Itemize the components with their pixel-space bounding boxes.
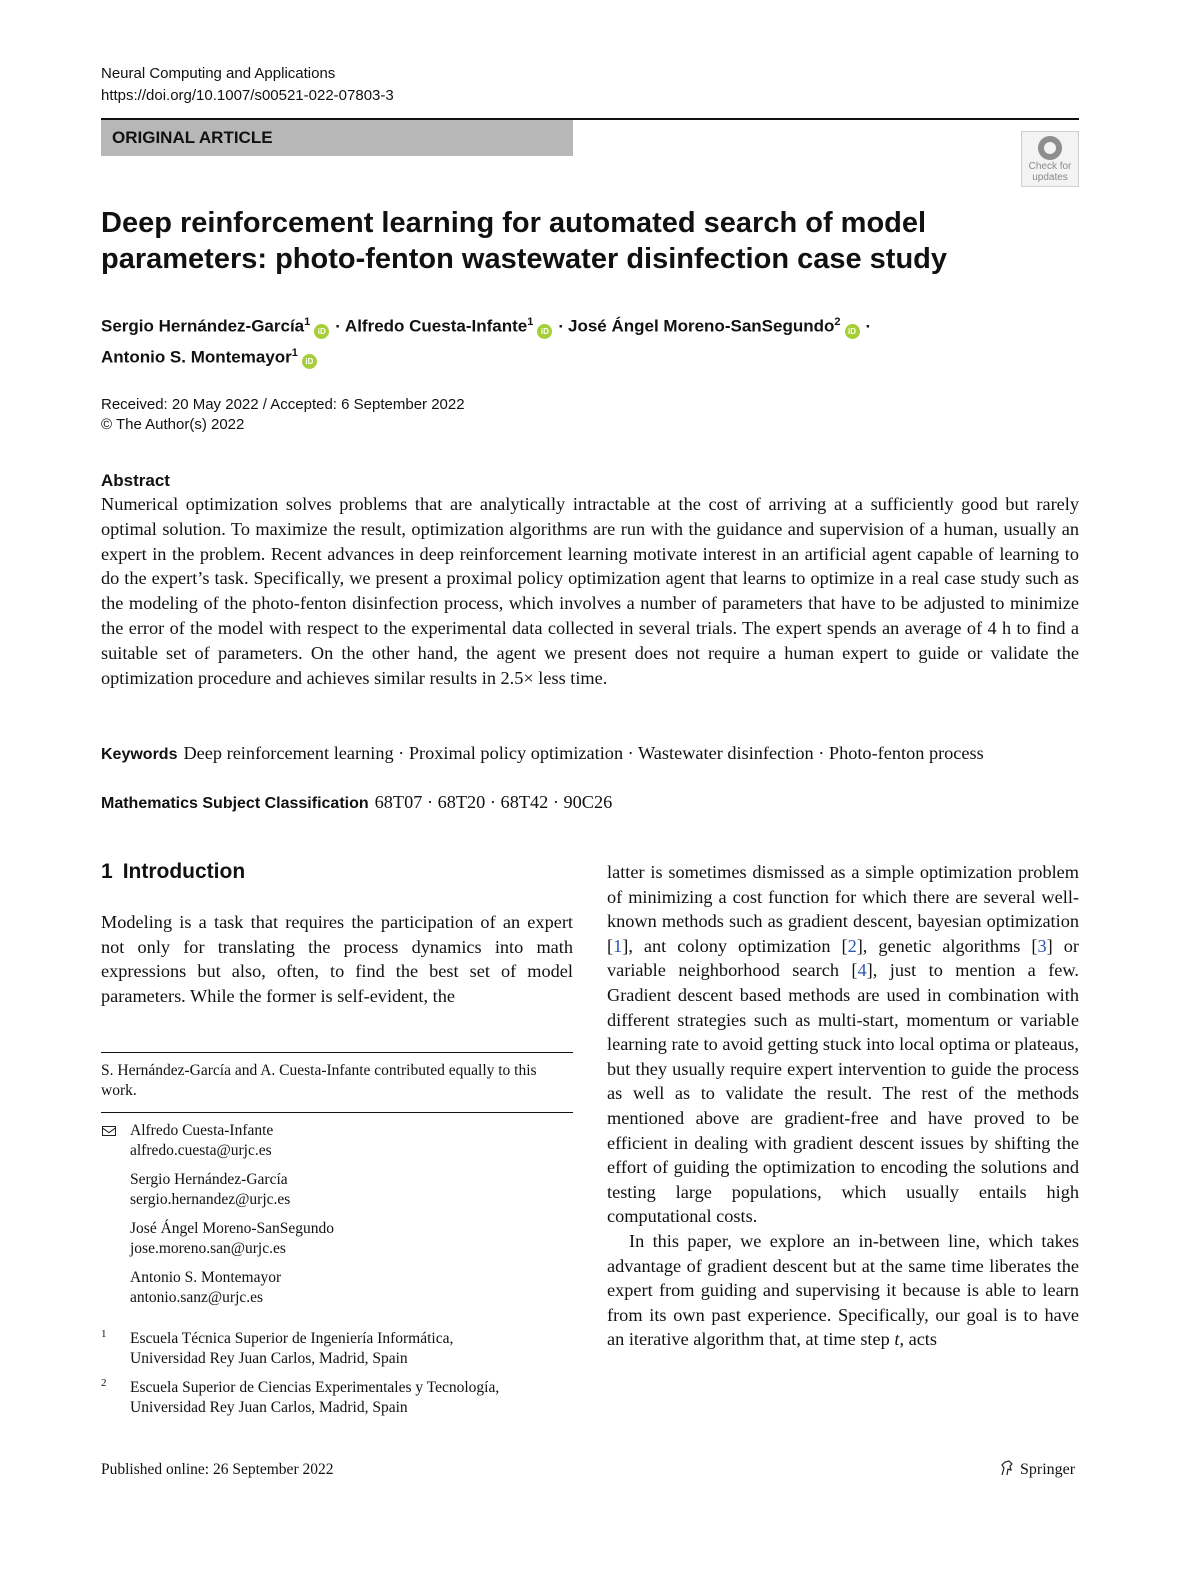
author-affil-mark: 2	[834, 316, 841, 328]
author-separator: ·	[335, 316, 341, 336]
author-name: Antonio S. Montemayor	[101, 347, 292, 367]
contact-entry	[101, 1268, 573, 1307]
abstract-section	[101, 470, 1079, 690]
abstract-heading: Abstract	[101, 471, 170, 490]
contact-email[interactable]: antonio.sanz@urjc.es	[130, 1288, 264, 1306]
springer-horse-icon	[998, 1459, 1016, 1477]
received-accepted-line: Received: 20 May 2022 / Accepted: 6 September 2022	[101, 396, 465, 413]
section-number: 1	[101, 860, 113, 883]
copyright-line: © The Author(s) 2022	[101, 416, 245, 433]
author-separator: ·	[558, 316, 565, 336]
orcid-icon[interactable]: iD	[537, 324, 552, 339]
affiliations	[101, 1329, 573, 1427]
author-affil-mark: 1	[304, 316, 311, 328]
affiliation-number: 2	[101, 1377, 107, 1389]
author-separator: ·	[865, 316, 872, 336]
contact-email[interactable]: alfredo.cuesta@urjc.es	[130, 1141, 272, 1159]
footnote-rule	[101, 1112, 573, 1113]
affiliation-entry: 2 Escuela Superior de Ciencias Experimentales y Tecnología, Universidad Rey Juan Carlos, Madrid, Spain	[101, 1378, 573, 1417]
section-title: Introduction	[122, 860, 246, 883]
orcid-icon[interactable]: iD	[845, 324, 860, 339]
contact-entry	[101, 1219, 573, 1258]
contact-name: Sergio Hernández-García	[130, 1171, 288, 1188]
envelope-icon	[102, 1126, 116, 1136]
contact-email[interactable]: sergio.hernandez@urjc.es	[130, 1190, 291, 1208]
author-affil-mark: 1	[291, 346, 298, 359]
section-heading-introduction	[101, 858, 245, 886]
contact-name: Alfredo Cuesta-Infante	[130, 1122, 274, 1139]
citation-link[interactable]: 3	[1037, 935, 1047, 956]
published-online: Published online: 26 September 2022	[101, 1461, 334, 1478]
intro-paragraph-1: latter is sometimes dismissed as a simple optimization problem of minimizing a cost function for which there are several well-known methods such as gradient descent, bayesian optimization [1], ant colony optimization [2], genetic algorithms [3] or variable neighborhood search [4], just to mention a few. Gradient descent based methods are used in combination with different strategies such as multi-start, momentum or variable learning rate to avoid getting stuck into local optima or plateaus, but they usually require expert intervention to guide the process as well as to validate the result. The rest of the methods mentioned above are gradient-free and have proved to be efficient in dealing with gradient descent issues by shifting the effort of guiding the optimization to encoding the solutions and testing large populations, which usually entails high computational costs.	[607, 862, 1079, 1227]
keywords-text: Deep reinforcement learning · Proximal policy optimization · Wastewater disinfection · Photo-fenton process	[183, 743, 984, 763]
abstract-text: Numerical optimization solves problems that are analytically intractable at the cost of arriving at a sufficiently good but rarely optimal solution. To maximize the result, optimization algorithms are run with the guidance and supervision of a human, usually an expert in the problem. Recent advances in deep reinforcement learning motivate interest in an artificial agent capable of learning to do the expert’s task. Specifically, we present a proximal policy optimization agent that learns to optimize in a real case study such as the modeling of the photo-fenton disinfection process, which involves a number of parameters that have to be adjusted to minimize the error of the model with respect to the experimental data collected in several trials. The expert spends an average of 4 h to find a suitable set of parameters. On the other hand, the agent we present does not require a human expert to guide or validate the optimization procedure and achieves similar results in 2.5× less time.	[101, 494, 1079, 688]
check-updates-icon	[1038, 136, 1062, 160]
equal-contribution-note: S. Hernández-García and A. Cuesta-Infante contributed equally to this work.	[101, 1062, 537, 1099]
contact-entry	[101, 1121, 573, 1160]
author-affil-mark: 1	[527, 316, 534, 328]
affiliation-number: 1	[101, 1328, 107, 1340]
keywords-line	[101, 740, 1091, 768]
citation-link[interactable]: 4	[857, 960, 867, 981]
check-for-updates-badge[interactable]	[1021, 131, 1079, 187]
footnote-rule	[101, 1052, 573, 1053]
publisher-logo	[998, 1459, 1075, 1481]
citation-link[interactable]: 1	[613, 935, 623, 956]
msc-label: Mathematics Subject Classification	[101, 795, 369, 812]
article-dates	[101, 395, 465, 435]
author-name: Sergio Hernández-García	[101, 316, 305, 336]
author-list	[101, 309, 1091, 370]
keywords-label: Keywords	[101, 746, 178, 763]
orcid-icon[interactable]: iD	[302, 354, 317, 369]
contact-name: José Ángel Moreno-SanSegundo	[130, 1220, 335, 1237]
publisher-name: Springer	[1020, 1461, 1076, 1478]
author-name: Alfredo Cuesta-Infante	[344, 316, 528, 336]
intro-right-column	[607, 860, 1079, 1352]
doi-link[interactable]: https://doi.org/10.1007/s00521-022-07803-3	[101, 87, 394, 104]
msc-text: 68T07 · 68T20 · 68T42 · 90C26	[374, 792, 613, 812]
check-updates-label: Check for updates	[1028, 161, 1072, 183]
journal-name: Neural Computing and Applications	[101, 65, 336, 82]
paper-title: Deep reinforcement learning for automated search of model parameters: photo-fenton wastewater disinfection case study	[101, 207, 948, 275]
article-type-banner: ORIGINAL ARTICLE	[101, 120, 573, 156]
intro-left-paragraph: Modeling is a task that requires the participation of an expert not only for translating the process dynamics into math expressions but also, often, to find the best set of model parameters. While the former is self-evident, the	[101, 912, 573, 1006]
author-name: José Ángel Moreno-SanSegundo	[568, 316, 835, 336]
citation-link[interactable]: 2	[847, 935, 857, 956]
contact-entry	[101, 1170, 573, 1209]
contact-name: Antonio S. Montemayor	[130, 1269, 282, 1286]
affiliation-entry: 1 Escuela Técnica Superior de Ingeniería Informática, Universidad Rey Juan Carlos, Madrid, Spain	[101, 1329, 573, 1368]
journal-header	[101, 63, 394, 107]
contact-email[interactable]: jose.moreno.san@urjc.es	[130, 1239, 286, 1257]
intro-paragraph-2: In this paper, we explore an in-between line, which takes advantage of gradient descent but at the same time liberates the expert from guiding and supervising it because is able to learn from its own past experience. Specifically, our goal is to have an iterative algorithm that, at time step t, acts	[607, 1230, 1079, 1350]
author-contacts	[101, 1121, 573, 1317]
orcid-icon[interactable]: iD	[314, 324, 329, 339]
msc-line	[101, 789, 1079, 817]
